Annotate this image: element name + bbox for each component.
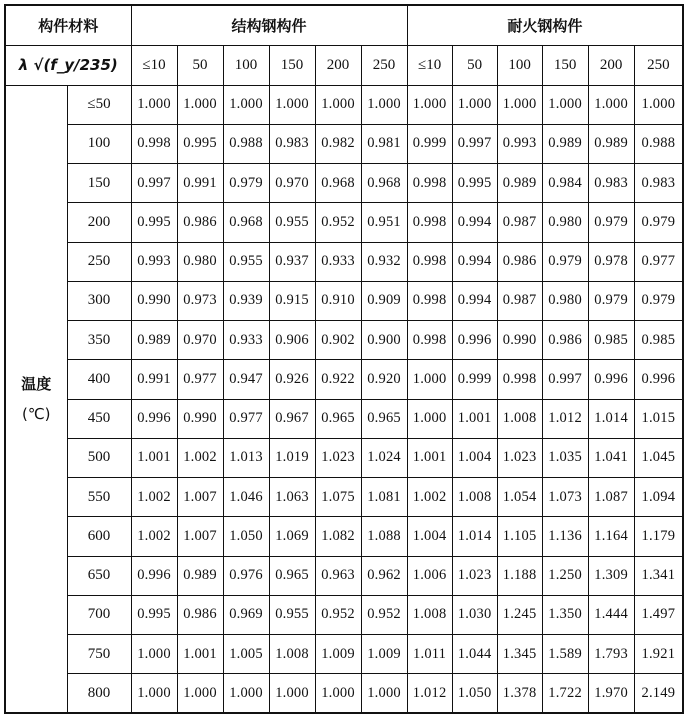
fire-value-cell: 1.004 xyxy=(452,438,497,477)
temperature-cell: 350 xyxy=(67,321,131,360)
structural-value-cell: 1.075 xyxy=(315,478,361,517)
temperature-cell: 750 xyxy=(67,635,131,674)
structural-value-cell: 1.069 xyxy=(269,517,315,556)
fire-value-cell: 0.993 xyxy=(497,124,542,163)
structural-value-cell: 0.952 xyxy=(315,203,361,242)
fire-value-cell: 1.378 xyxy=(497,674,542,713)
fire-value-cell: 1.345 xyxy=(497,635,542,674)
fire-value-cell: 1.000 xyxy=(634,85,683,124)
fire-value-cell: 0.996 xyxy=(452,321,497,360)
structural-lambda-col-1: 50 xyxy=(177,45,223,85)
table-row xyxy=(5,517,683,556)
fire-value-cell: 1.970 xyxy=(588,674,634,713)
fire-value-cell: 0.994 xyxy=(452,281,497,320)
fire-value-cell: 0.989 xyxy=(588,124,634,163)
temperature-cell: 500 xyxy=(67,438,131,477)
structural-value-cell: 0.976 xyxy=(223,556,269,595)
fire-value-cell: 1.004 xyxy=(407,517,452,556)
fire-value-cell: 0.979 xyxy=(542,242,588,281)
fire-value-cell: 1.245 xyxy=(497,595,542,634)
fire-value-cell: 0.997 xyxy=(452,124,497,163)
structural-lambda-col-5: 250 xyxy=(361,45,407,85)
fire-value-cell: 1.000 xyxy=(452,85,497,124)
structural-value-cell: 0.963 xyxy=(315,556,361,595)
structural-value-cell: 1.008 xyxy=(269,635,315,674)
fire-value-cell: 0.987 xyxy=(497,281,542,320)
temperature-cell: 600 xyxy=(67,517,131,556)
structural-value-cell: 0.998 xyxy=(131,124,177,163)
temperature-cell: ≤50 xyxy=(67,85,131,124)
table-row xyxy=(5,595,683,634)
fire-value-cell: 0.987 xyxy=(497,203,542,242)
structural-value-cell: 0.967 xyxy=(269,399,315,438)
structural-value-cell: 1.000 xyxy=(131,85,177,124)
fire-value-cell: 0.985 xyxy=(634,321,683,360)
structural-steel-group-header: 结构钢构件 xyxy=(131,5,407,45)
table-row xyxy=(5,85,683,124)
fire-lambda-col-2: 100 xyxy=(497,45,542,85)
table-row xyxy=(5,556,683,595)
header-row-slenderness xyxy=(5,45,683,85)
structural-value-cell: 0.995 xyxy=(131,203,177,242)
structural-value-cell: 0.990 xyxy=(177,399,223,438)
fire-value-cell: 1.008 xyxy=(407,595,452,634)
structural-lambda-col-3: 150 xyxy=(269,45,315,85)
fire-value-cell: 1.008 xyxy=(452,478,497,517)
fire-value-cell: 0.988 xyxy=(634,124,683,163)
structural-value-cell: 1.082 xyxy=(315,517,361,556)
temperature-cell: 400 xyxy=(67,360,131,399)
structural-lambda-col-2: 100 xyxy=(223,45,269,85)
fire-value-cell: 1.793 xyxy=(588,635,634,674)
structural-value-cell: 1.002 xyxy=(131,478,177,517)
structural-value-cell: 0.996 xyxy=(131,399,177,438)
fire-value-cell: 1.497 xyxy=(634,595,683,634)
table-row xyxy=(5,164,683,203)
fire-value-cell: 1.087 xyxy=(588,478,634,517)
structural-value-cell: 0.981 xyxy=(361,124,407,163)
fire-value-cell: 1.250 xyxy=(542,556,588,595)
fire-value-cell: 1.006 xyxy=(407,556,452,595)
structural-value-cell: 0.986 xyxy=(177,595,223,634)
fire-value-cell: 1.014 xyxy=(588,399,634,438)
fire-value-cell: 1.008 xyxy=(497,399,542,438)
structural-value-cell: 0.988 xyxy=(223,124,269,163)
fire-value-cell: 1.001 xyxy=(452,399,497,438)
structural-value-cell: 1.001 xyxy=(131,438,177,477)
structural-value-cell: 1.000 xyxy=(177,674,223,713)
fire-value-cell: 1.073 xyxy=(542,478,588,517)
structural-value-cell: 0.902 xyxy=(315,321,361,360)
structural-value-cell: 0.973 xyxy=(177,281,223,320)
structural-value-cell: 0.968 xyxy=(361,164,407,203)
fire-value-cell: 0.980 xyxy=(542,203,588,242)
structural-value-cell: 1.002 xyxy=(177,438,223,477)
fire-value-cell: 1.030 xyxy=(452,595,497,634)
structural-value-cell: 0.983 xyxy=(269,124,315,163)
fire-value-cell: 1.012 xyxy=(542,399,588,438)
fire-value-cell: 0.997 xyxy=(542,360,588,399)
fire-value-cell: 0.977 xyxy=(634,242,683,281)
temperature-row-header xyxy=(5,85,67,713)
structural-value-cell: 1.000 xyxy=(131,674,177,713)
structural-value-cell: 0.969 xyxy=(223,595,269,634)
fire-value-cell: 1.722 xyxy=(542,674,588,713)
temperature-cell: 300 xyxy=(67,281,131,320)
fire-value-cell: 1.164 xyxy=(588,517,634,556)
structural-value-cell: 1.019 xyxy=(269,438,315,477)
fire-value-cell: 0.989 xyxy=(542,124,588,163)
fire-value-cell: 0.986 xyxy=(542,321,588,360)
fire-value-cell: 1.341 xyxy=(634,556,683,595)
fire-value-cell: 0.980 xyxy=(542,281,588,320)
material-label: 构件材料 xyxy=(5,5,131,45)
structural-value-cell: 0.995 xyxy=(177,124,223,163)
fire-value-cell: 1.000 xyxy=(497,85,542,124)
structural-value-cell: 1.024 xyxy=(361,438,407,477)
structural-value-cell: 0.980 xyxy=(177,242,223,281)
fire-value-cell: 0.986 xyxy=(497,242,542,281)
structural-value-cell: 1.002 xyxy=(131,517,177,556)
structural-value-cell: 1.007 xyxy=(177,478,223,517)
structural-value-cell: 0.970 xyxy=(177,321,223,360)
fire-value-cell: 1.309 xyxy=(588,556,634,595)
fire-value-cell: 0.998 xyxy=(407,242,452,281)
fire-value-cell: 0.983 xyxy=(634,164,683,203)
fire-value-cell: 0.998 xyxy=(497,360,542,399)
table-row xyxy=(5,635,683,674)
table-row xyxy=(5,478,683,517)
structural-value-cell: 0.952 xyxy=(315,595,361,634)
structural-value-cell: 0.947 xyxy=(223,360,269,399)
structural-value-cell: 0.970 xyxy=(269,164,315,203)
fire-lambda-col-4: 200 xyxy=(588,45,634,85)
fire-value-cell: 1.094 xyxy=(634,478,683,517)
structural-value-cell: 0.989 xyxy=(177,556,223,595)
structural-value-cell: 0.989 xyxy=(131,321,177,360)
structural-value-cell: 0.933 xyxy=(223,321,269,360)
structural-value-cell: 1.050 xyxy=(223,517,269,556)
fire-lambda-col-3: 150 xyxy=(542,45,588,85)
structural-value-cell: 0.951 xyxy=(361,203,407,242)
structural-value-cell: 1.000 xyxy=(315,85,361,124)
fire-value-cell: 1.350 xyxy=(542,595,588,634)
structural-value-cell: 1.000 xyxy=(361,85,407,124)
fire-value-cell: 0.995 xyxy=(452,164,497,203)
fire-value-cell: 0.990 xyxy=(497,321,542,360)
table-row xyxy=(5,281,683,320)
table-row xyxy=(5,438,683,477)
structural-value-cell: 0.997 xyxy=(131,164,177,203)
table-row xyxy=(5,321,683,360)
fire-value-cell: 0.994 xyxy=(452,242,497,281)
structural-value-cell: 1.005 xyxy=(223,635,269,674)
structural-value-cell: 1.007 xyxy=(177,517,223,556)
structural-value-cell: 0.952 xyxy=(361,595,407,634)
fire-value-cell: 0.996 xyxy=(588,360,634,399)
fire-value-cell: 2.149 xyxy=(634,674,683,713)
structural-value-cell: 0.991 xyxy=(131,360,177,399)
fire-value-cell: 0.983 xyxy=(588,164,634,203)
structural-value-cell: 0.926 xyxy=(269,360,315,399)
fire-value-cell: 1.105 xyxy=(497,517,542,556)
fire-value-cell: 1.012 xyxy=(407,674,452,713)
structural-value-cell: 0.990 xyxy=(131,281,177,320)
header-row-groups xyxy=(5,5,683,45)
temperature-label: 温度 xyxy=(21,374,52,393)
fire-value-cell: 0.994 xyxy=(452,203,497,242)
temperature-cell: 450 xyxy=(67,399,131,438)
temperature-cell: 650 xyxy=(67,556,131,595)
structural-value-cell: 0.965 xyxy=(315,399,361,438)
fire-value-cell: 0.985 xyxy=(588,321,634,360)
structural-value-cell: 1.088 xyxy=(361,517,407,556)
fire-value-cell: 1.014 xyxy=(452,517,497,556)
structural-value-cell: 1.013 xyxy=(223,438,269,477)
fire-lambda-col-1: 50 xyxy=(452,45,497,85)
structural-value-cell: 0.955 xyxy=(269,595,315,634)
table-row xyxy=(5,124,683,163)
fire-value-cell: 1.054 xyxy=(497,478,542,517)
table-body xyxy=(5,85,683,713)
structural-value-cell: 0.939 xyxy=(223,281,269,320)
temperature-cell: 700 xyxy=(67,595,131,634)
temperature-unit: (℃) xyxy=(21,404,51,423)
fire-value-cell: 1.041 xyxy=(588,438,634,477)
temperature-cell: 150 xyxy=(67,164,131,203)
fire-value-cell: 1.015 xyxy=(634,399,683,438)
structural-value-cell: 0.991 xyxy=(177,164,223,203)
structural-value-cell: 1.063 xyxy=(269,478,315,517)
temperature-cell: 200 xyxy=(67,203,131,242)
structural-value-cell: 0.968 xyxy=(223,203,269,242)
fire-lambda-col-0: ≤10 xyxy=(407,45,452,85)
structural-value-cell: 1.000 xyxy=(315,674,361,713)
fire-value-cell: 1.001 xyxy=(407,438,452,477)
structural-value-cell: 0.909 xyxy=(361,281,407,320)
fire-value-cell: 1.002 xyxy=(407,478,452,517)
fire-value-cell: 1.000 xyxy=(407,360,452,399)
structural-value-cell: 1.009 xyxy=(361,635,407,674)
structural-value-cell: 1.000 xyxy=(223,85,269,124)
structural-value-cell: 0.922 xyxy=(315,360,361,399)
fire-value-cell: 1.045 xyxy=(634,438,683,477)
structural-value-cell: 0.965 xyxy=(361,399,407,438)
fire-value-cell: 0.979 xyxy=(634,203,683,242)
structural-value-cell: 0.932 xyxy=(361,242,407,281)
fire-value-cell: 0.998 xyxy=(407,164,452,203)
fire-value-cell: 1.000 xyxy=(407,85,452,124)
structural-value-cell: 0.979 xyxy=(223,164,269,203)
fire-value-cell: 1.000 xyxy=(542,85,588,124)
table-row xyxy=(5,242,683,281)
structural-value-cell: 0.920 xyxy=(361,360,407,399)
fire-value-cell: 1.921 xyxy=(634,635,683,674)
fire-value-cell: 0.989 xyxy=(497,164,542,203)
structural-value-cell: 1.000 xyxy=(269,85,315,124)
fire-value-cell: 1.000 xyxy=(588,85,634,124)
structural-value-cell: 1.009 xyxy=(315,635,361,674)
fire-lambda-col-5: 250 xyxy=(634,45,683,85)
stability-coefficient-table xyxy=(4,4,684,714)
fire-value-cell: 0.984 xyxy=(542,164,588,203)
table-row xyxy=(5,399,683,438)
fire-value-cell: 1.011 xyxy=(407,635,452,674)
structural-value-cell: 0.968 xyxy=(315,164,361,203)
fire-value-cell: 1.044 xyxy=(452,635,497,674)
structural-value-cell: 1.046 xyxy=(223,478,269,517)
fire-value-cell: 0.998 xyxy=(407,321,452,360)
fire-value-cell: 0.979 xyxy=(588,281,634,320)
structural-value-cell: 1.000 xyxy=(269,674,315,713)
fire-value-cell: 1.188 xyxy=(497,556,542,595)
fire-value-cell: 1.136 xyxy=(542,517,588,556)
fire-value-cell: 1.035 xyxy=(542,438,588,477)
structural-lambda-col-0: ≤10 xyxy=(131,45,177,85)
structural-value-cell: 0.955 xyxy=(223,242,269,281)
structural-value-cell: 0.955 xyxy=(269,203,315,242)
temperature-cell: 550 xyxy=(67,478,131,517)
fire-value-cell: 0.998 xyxy=(407,281,452,320)
fire-value-cell: 1.444 xyxy=(588,595,634,634)
fire-value-cell: 0.999 xyxy=(452,360,497,399)
fire-value-cell: 0.978 xyxy=(588,242,634,281)
structural-value-cell: 1.000 xyxy=(361,674,407,713)
structural-value-cell: 0.906 xyxy=(269,321,315,360)
fire-value-cell: 0.979 xyxy=(588,203,634,242)
fire-value-cell: 1.179 xyxy=(634,517,683,556)
structural-lambda-col-4: 200 xyxy=(315,45,361,85)
table-row xyxy=(5,360,683,399)
structural-value-cell: 1.081 xyxy=(361,478,407,517)
fire-value-cell: 0.979 xyxy=(634,281,683,320)
fire-value-cell: 1.050 xyxy=(452,674,497,713)
structural-value-cell: 0.937 xyxy=(269,242,315,281)
slenderness-label: λ √(f_y/235) xyxy=(5,45,131,85)
structural-value-cell: 0.910 xyxy=(315,281,361,320)
structural-value-cell: 0.995 xyxy=(131,595,177,634)
structural-value-cell: 1.023 xyxy=(315,438,361,477)
temperature-cell: 100 xyxy=(67,124,131,163)
fire-value-cell: 1.023 xyxy=(452,556,497,595)
structural-value-cell: 1.000 xyxy=(131,635,177,674)
structural-value-cell: 0.977 xyxy=(177,360,223,399)
structural-value-cell: 1.000 xyxy=(223,674,269,713)
structural-value-cell: 0.915 xyxy=(269,281,315,320)
structural-value-cell: 0.977 xyxy=(223,399,269,438)
fire-value-cell: 1.023 xyxy=(497,438,542,477)
structural-value-cell: 0.982 xyxy=(315,124,361,163)
fire-value-cell: 0.999 xyxy=(407,124,452,163)
structural-value-cell: 0.996 xyxy=(131,556,177,595)
structural-value-cell: 0.993 xyxy=(131,242,177,281)
fire-value-cell: 0.996 xyxy=(634,360,683,399)
table-row xyxy=(5,203,683,242)
structural-value-cell: 0.900 xyxy=(361,321,407,360)
table-row xyxy=(5,674,683,713)
fire-value-cell: 1.589 xyxy=(542,635,588,674)
structural-value-cell: 0.986 xyxy=(177,203,223,242)
fire-resistant-steel-group-header: 耐火钢构件 xyxy=(407,5,683,45)
fire-value-cell: 0.998 xyxy=(407,203,452,242)
structural-value-cell: 1.000 xyxy=(177,85,223,124)
structural-value-cell: 0.933 xyxy=(315,242,361,281)
temperature-cell: 800 xyxy=(67,674,131,713)
fire-value-cell: 1.000 xyxy=(407,399,452,438)
structural-value-cell: 0.965 xyxy=(269,556,315,595)
temperature-cell: 250 xyxy=(67,242,131,281)
structural-value-cell: 0.962 xyxy=(361,556,407,595)
structural-value-cell: 1.001 xyxy=(177,635,223,674)
